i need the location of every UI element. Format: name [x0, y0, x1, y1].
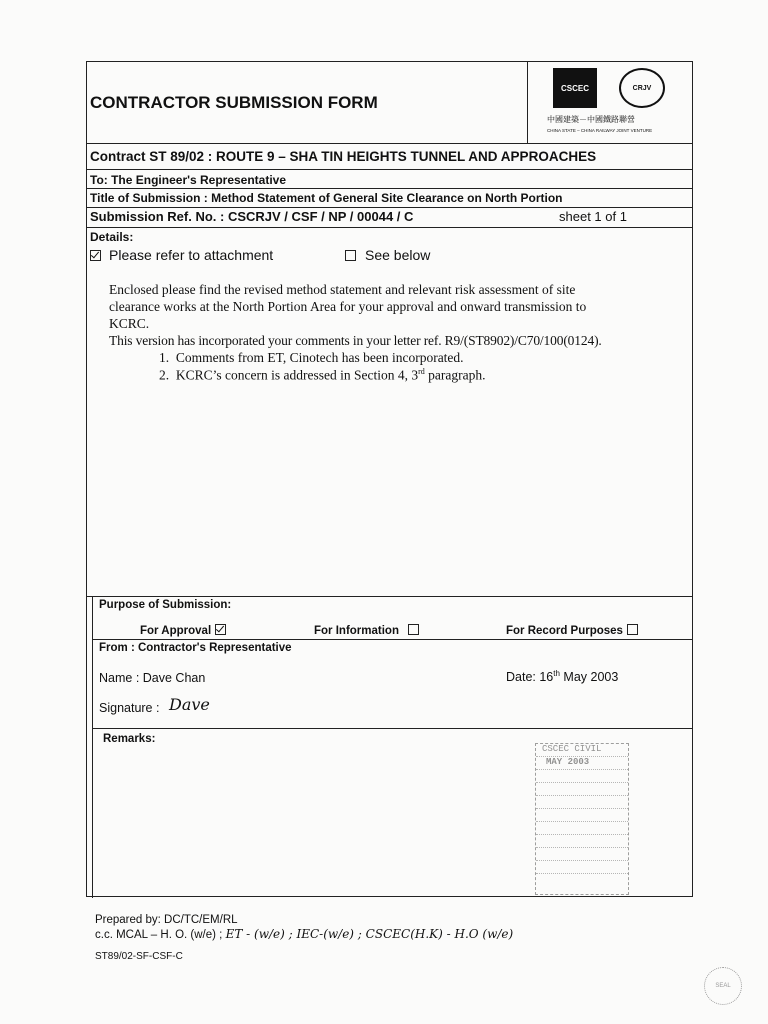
submission-date: Date: 16th May 2003: [506, 669, 619, 685]
information-checkbox[interactable]: [408, 624, 419, 635]
cscec-logo: CSCEC: [553, 68, 597, 108]
cc-handwritten: ET - (w/e) ; IEC-(w/e) ; CSCEC(H.K) - H.O (w/e): [225, 927, 514, 941]
attachment-checkbox[interactable]: [90, 250, 101, 261]
details-item-1: 1. Comments from ET, Cinotech has been incorporated.: [159, 350, 464, 365]
details-label: Details:: [90, 230, 134, 244]
approval-checkbox[interactable]: [215, 624, 226, 635]
details-text-line-2: clearance works at the North Portion Area for your approval and onward transmission to: [109, 299, 587, 314]
attachment-option: [90, 247, 273, 263]
signature-label: Signature :: [99, 701, 160, 715]
submission-ref: Submission Ref. No. : CSCRJV / CSF / NP / 00044 / C: [90, 209, 414, 224]
purpose-label: Purpose of Submission:: [99, 599, 232, 611]
jv-chinese-name: 中國建築－中國鐵路聯營: [547, 115, 635, 124]
for-information-option: For Information: [314, 624, 419, 637]
from-label: From : Contractor's Representative: [99, 642, 292, 654]
see-below-label: See below: [365, 247, 431, 263]
stamp-line-2: MAY 2003: [536, 757, 628, 770]
details-text-line-3: KCRC.: [109, 316, 150, 331]
cc-line: c.c. MCAL – H. O. (w/e) ; ET - (w/e) ; IEC-(w/e) ; CSCEC(H.K) - H.O (w/e): [95, 927, 514, 941]
to-line: To: The Engineer's Representative: [90, 173, 287, 187]
submission-title: Title of Submission : Method Statement of General Site Clearance on North Portion: [90, 191, 563, 205]
for-record-option: For Record Purposes: [506, 624, 638, 637]
form-title: CONTRACTOR SUBMISSION FORM: [90, 93, 378, 112]
for-approval-option: For Approval: [140, 624, 226, 637]
remarks-label: Remarks:: [103, 733, 156, 745]
contractor-name: Name : Dave Chan: [99, 671, 206, 685]
details-text-line-1: Enclosed please find the revised method statement and relevant risk assessment of site: [109, 282, 576, 297]
details-text-line-4: This version has incorporated your comments in your letter ref. R9/(ST8902)/C70/100(0124).: [109, 333, 602, 348]
seal-icon: SEAL: [704, 967, 742, 1005]
form-code: ST89/02-SF-CSF-C: [95, 951, 183, 962]
received-stamp: [535, 743, 629, 895]
stamp-line-1: CSCEC CIVIL: [536, 744, 628, 757]
see-below-option: [345, 247, 430, 263]
see-below-checkbox[interactable]: [345, 250, 356, 261]
signature: Dave: [169, 695, 210, 714]
details-item-2: 2. KCRC’s concern is addressed in Section 4, 3rd paragraph.: [159, 367, 486, 383]
record-checkbox[interactable]: [627, 624, 638, 635]
attachment-label: Please refer to attachment: [109, 247, 274, 263]
prepared-by: Prepared by: DC/TC/EM/RL: [95, 914, 238, 926]
jv-english-name: CHINA STATE – CHINA RAILWAY JOINT VENTURE: [547, 128, 653, 133]
sheet-count: sheet 1 of 1: [559, 209, 627, 224]
contract-line: Contract ST 89/02 : ROUTE 9 – SHA TIN HEIGHTS TUNNEL AND APPROACHES: [90, 149, 597, 164]
submission-form: [86, 61, 693, 897]
railway-logo: CRJV: [619, 68, 665, 108]
